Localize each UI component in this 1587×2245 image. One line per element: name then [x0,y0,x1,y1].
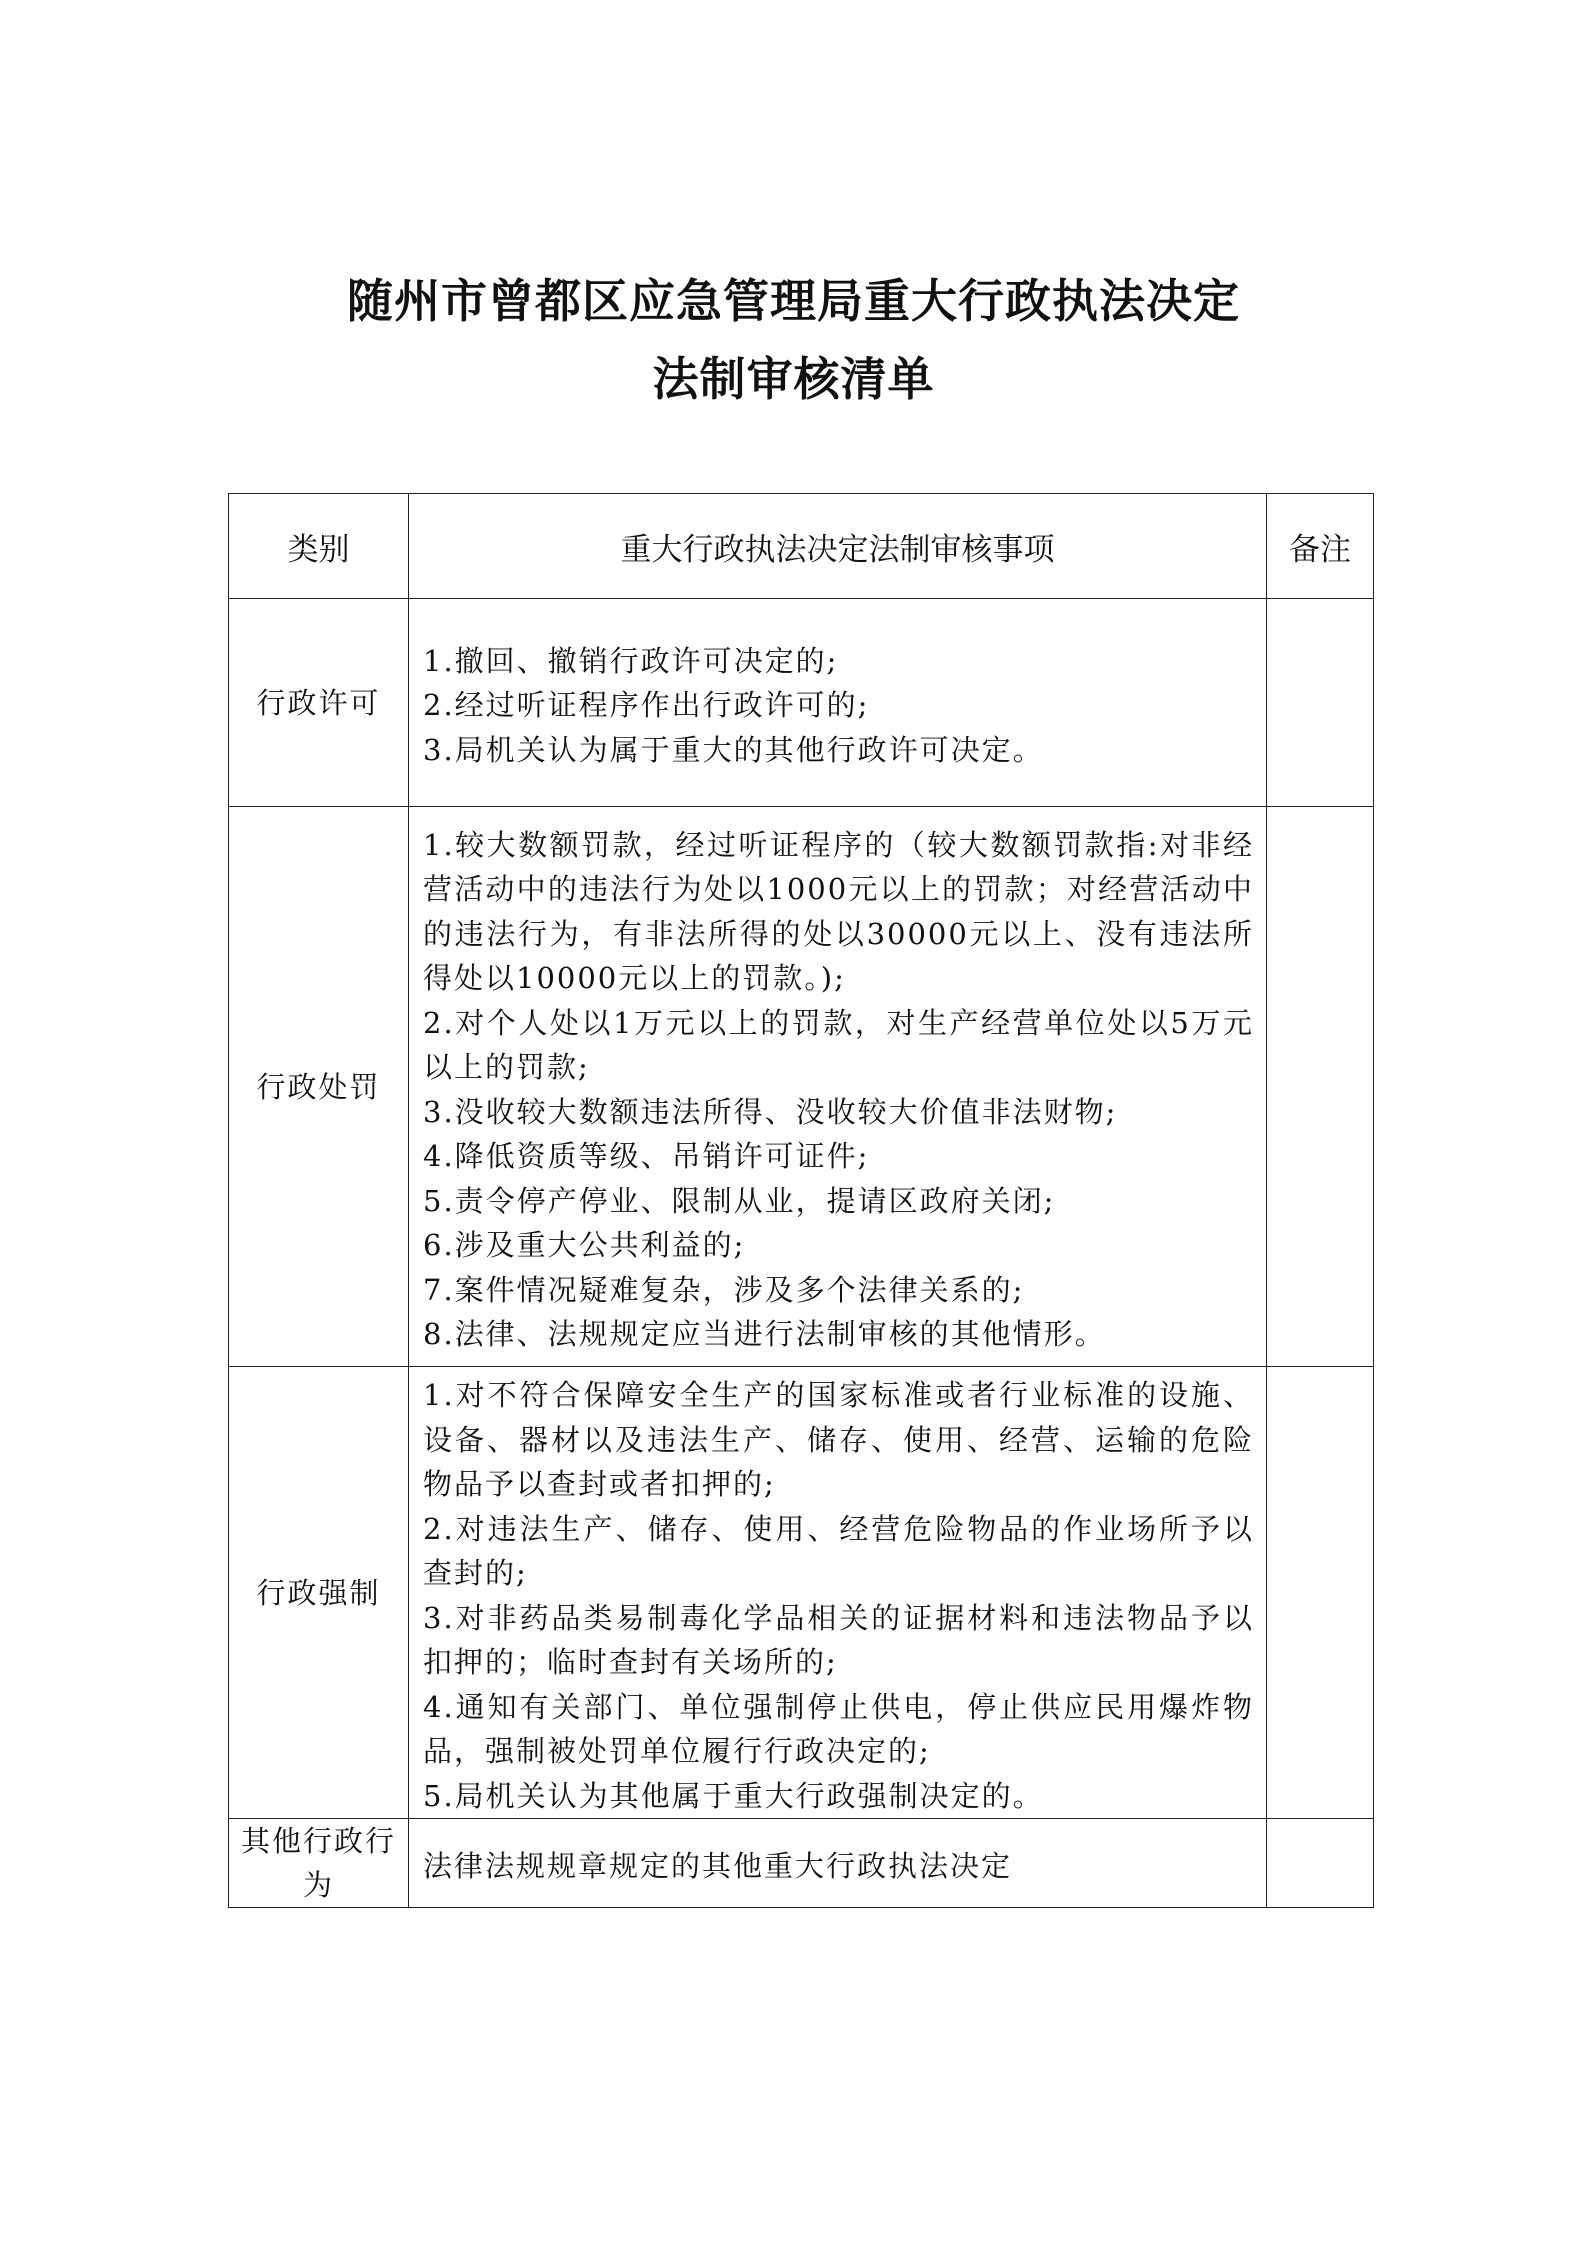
list-item: 2.经过听证程序作出行政许可的; [423,688,870,723]
header-category: 类别 [229,494,409,599]
list-item: 1.较大数额罚款，经过听证程序的（较大数额罚款指:对非经营活动中的违法行为处以1000元以上的罚款；对经营活动中的违法行为，有非法所得的处以30000元以上、没有违法所得处以10000元以上的罚款。); [423,827,1254,995]
note-cell [1267,599,1374,807]
items-cell [409,1819,1267,1908]
list-item: 法律法规规章规定的其他重大行政执法决定 [423,1848,1013,1883]
list-item: 2.对个人处以1万元以上的罚款，对生产经营单位处以5万元以上的罚款; [423,1005,1254,1084]
title-line-1: 随州市曾都区应急管理局重大行政执法决定 [347,274,1240,328]
list-item: 7.案件情况疑难复杂，涉及多个法律关系的; [423,1272,1025,1307]
document-title [0,262,1587,418]
table-row [229,807,1374,1367]
note-cell [1267,1819,1374,1908]
list-item: 4.降低资质等级、吊销许可证件; [423,1139,870,1173]
category-cell: 行政处罚 [229,807,409,1367]
category-cell: 其他行政行为 [229,1819,409,1908]
list-item: 1.对不符合保障安全生产的国家标准或者行业标准的设施、设备、器材以及违法生产、储存、使用、经营、运输的危险物品予以查封或者扣押的; [423,1378,1254,1501]
table-header-row [229,494,1374,599]
note-cell [1267,1367,1374,1819]
list-item: 5.局机关认为其他属于重大行政强制决定的。 [423,1778,1044,1813]
header-note: 备注 [1267,494,1374,599]
header-items: 重大行政执法决定法制审核事项 [409,494,1267,599]
title-line-2: 法制审核清单 [652,352,935,406]
list-item: 8.法律、法规规定应当进行法制审核的其他情形。 [423,1317,1106,1351]
list-item: 3.没收较大数额违法所得、没收较大价值非法财物; [423,1094,1118,1129]
list-item: 5.责令停产停业、限制从业，提请区政府关闭; [423,1183,1056,1218]
list-item: 1.撤回、撤销行政许可决定的; [423,643,839,678]
list-item: 4.通知有关部门、单位强制停止供电，停止供应民用爆炸物品，强制被处罚单位履行行政决定的; [423,1689,1254,1768]
items-cell [409,599,1267,807]
items-cell [409,807,1267,1367]
table-row [229,599,1374,807]
category-cell: 行政强制 [229,1367,409,1819]
list-item: 6.涉及重大公共利益的; [423,1228,746,1262]
category-cell: 行政许可 [229,599,409,807]
list-item: 3.局机关认为属于重大的其他行政许可决定。 [423,732,1044,767]
review-table [228,493,1374,1908]
list-item: 2.对违法生产、储存、使用、经营危险物品的作业场所予以查封的; [423,1511,1254,1590]
list-item: 3.对非药品类易制毒化学品相关的证据材料和违法物品予以扣押的；临时查封有关场所的; [423,1600,1254,1679]
note-cell [1267,807,1374,1367]
table-row [229,1819,1374,1908]
items-cell [409,1367,1267,1819]
table-row [229,1367,1374,1819]
